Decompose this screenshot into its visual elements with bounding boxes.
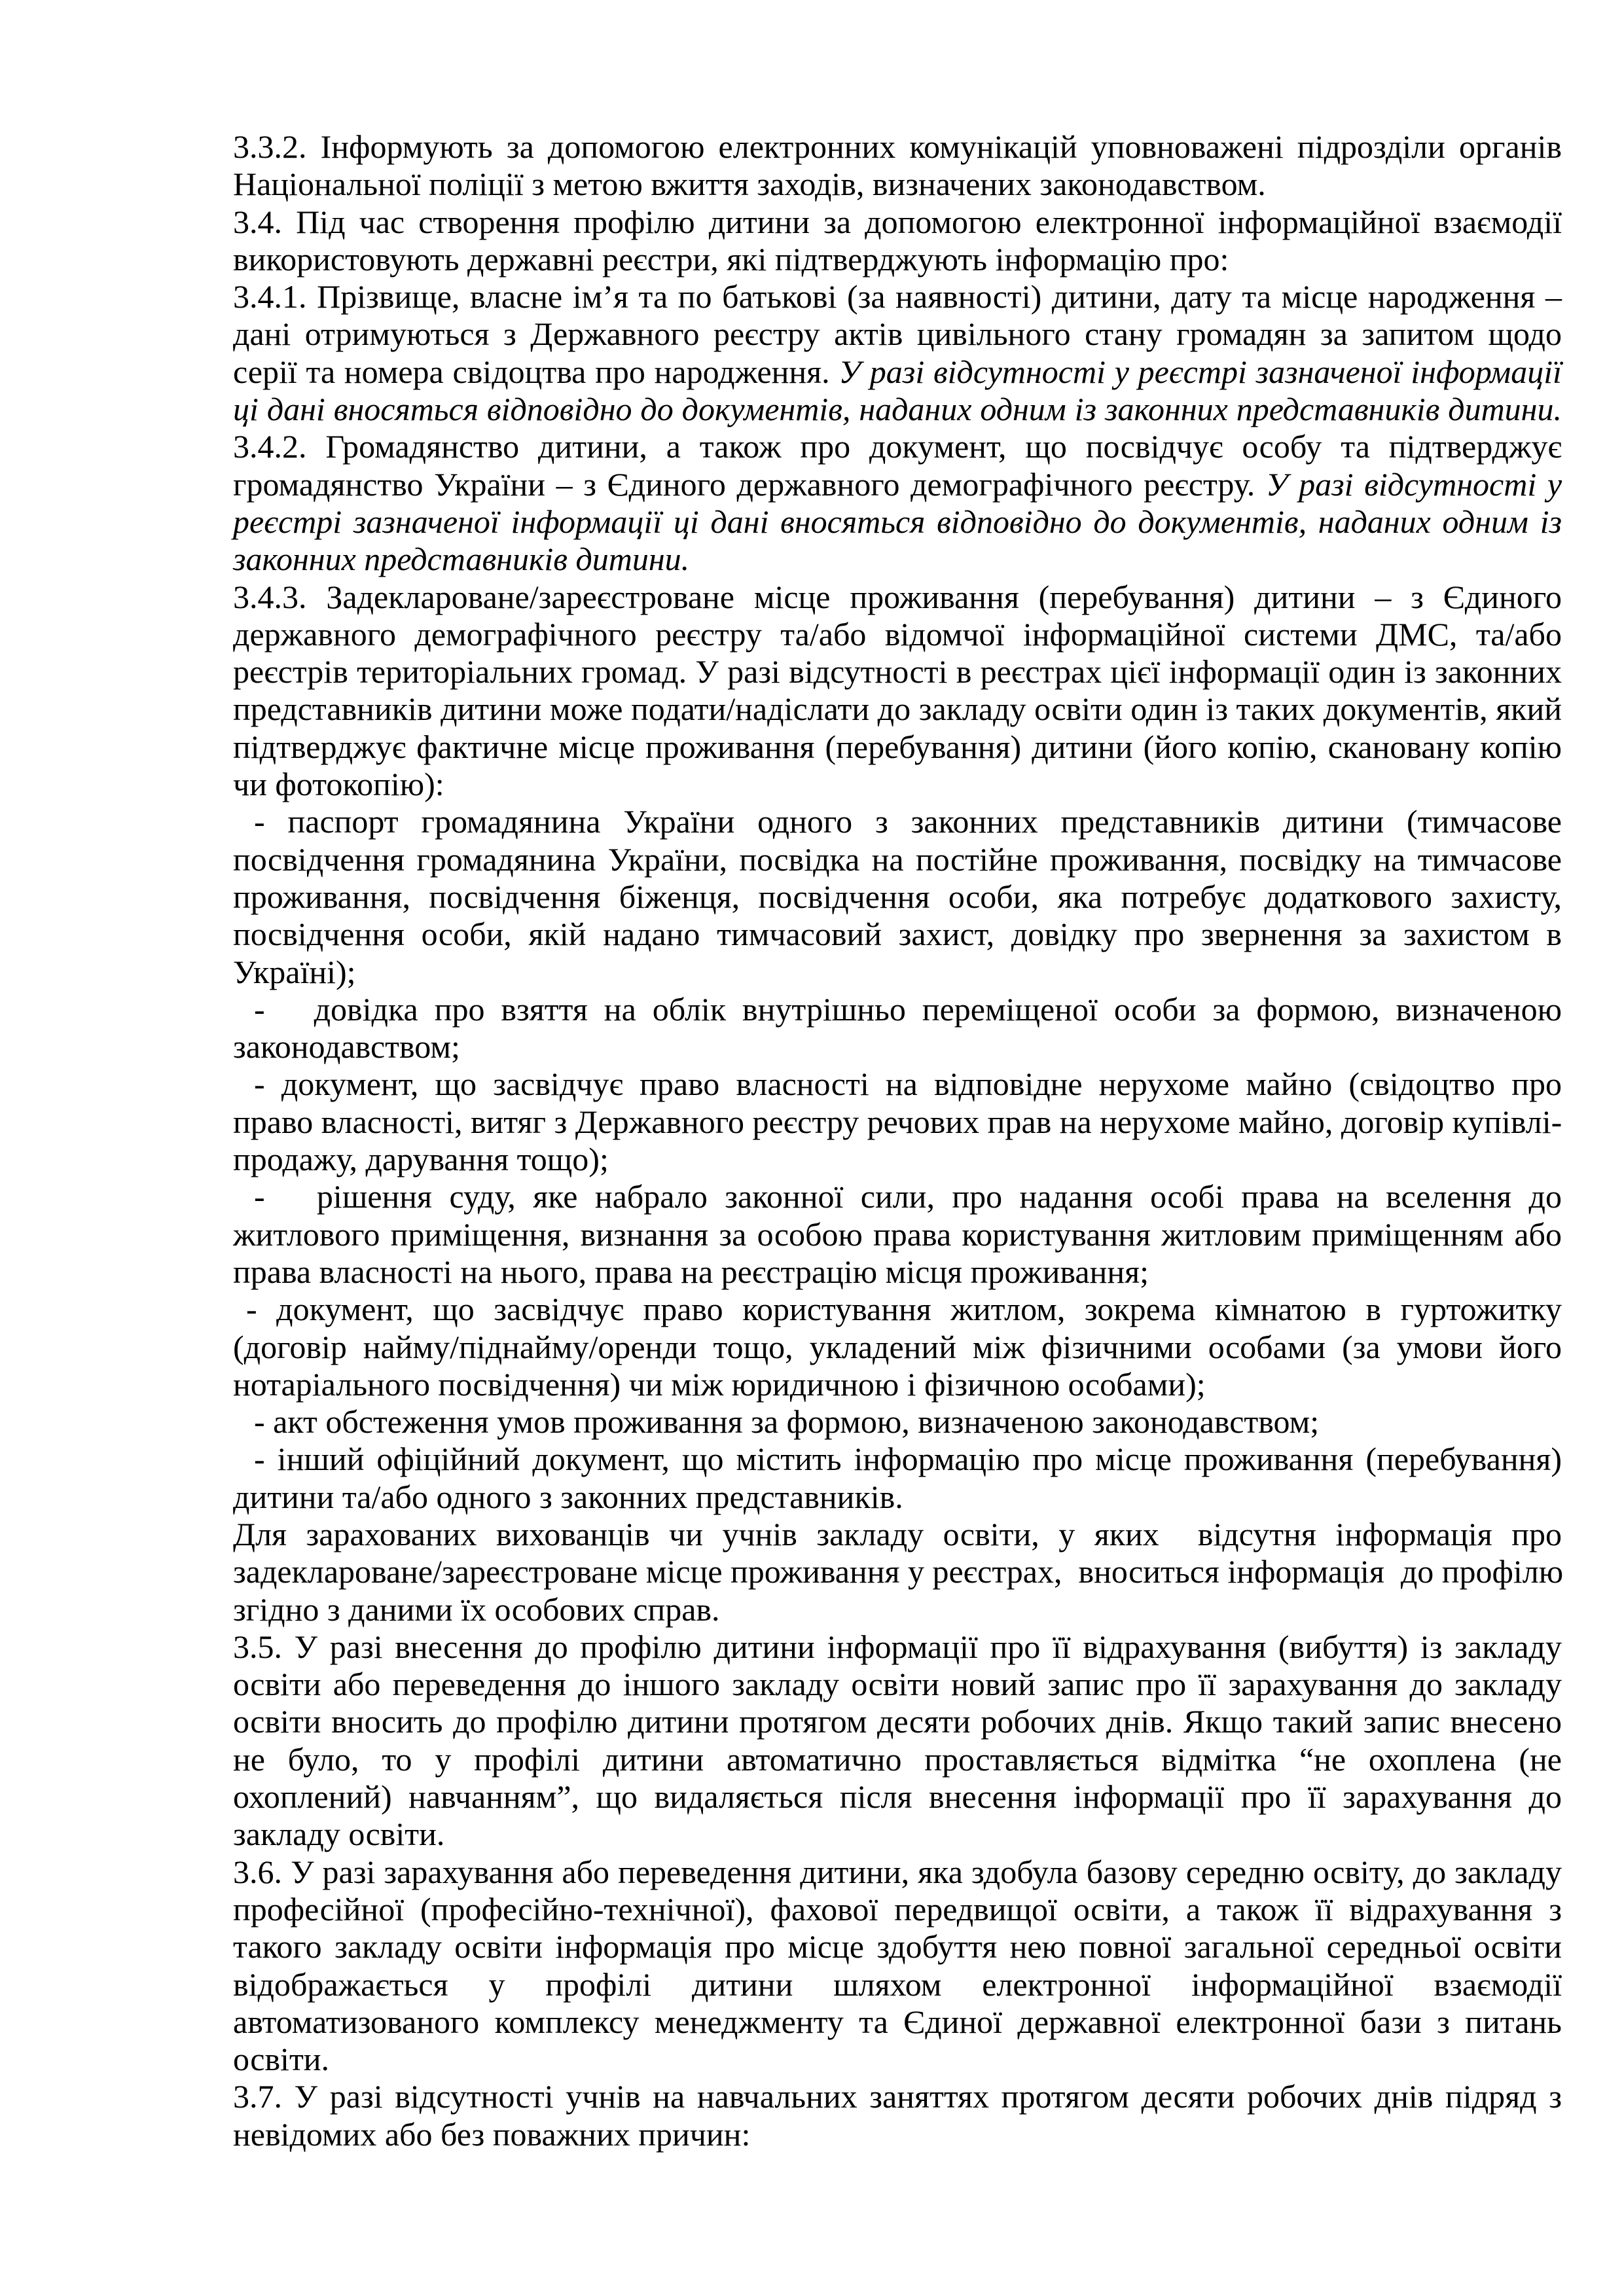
text: продажу, дарування тощо);	[233, 1141, 609, 1178]
paragraph	[233, 579, 1562, 804]
paragraph	[233, 1291, 1562, 1403]
paragraph	[233, 204, 1562, 279]
text: громадянство України – з Єдиного державного демографічного реєстру.	[233, 465, 1255, 503]
text: відображається у профілі дитини шляхом електронної інформаційної взаємодії	[233, 1965, 1562, 2003]
italic-text: У разі відсутності у реєстрі зазначеної інформації	[839, 353, 1562, 390]
paragraph	[233, 128, 1562, 204]
text-line	[233, 1703, 1562, 1740]
text-line	[233, 353, 1562, 391]
text-line	[233, 391, 1562, 428]
text-line	[233, 2003, 1562, 2041]
text-line	[233, 766, 1562, 803]
text-line	[233, 1141, 1562, 1178]
text: Україні);	[233, 953, 356, 990]
paragraph	[233, 1066, 1562, 1178]
text-line	[233, 241, 1562, 278]
text-line	[233, 1666, 1562, 1703]
text-line	[233, 1103, 1562, 1141]
text: - документ, що засвідчує право користування житлом, зокрема кімнатою в гуртожитку	[246, 1291, 1562, 1328]
text: посвідчення особи, якій надано тимчасовий захист, довідку про звернення за захистом в	[233, 916, 1562, 953]
text: дитини та/або одного з законних представників.	[233, 1478, 903, 1515]
text-line	[233, 1403, 1562, 1441]
text-line	[233, 1253, 1562, 1291]
text-line	[233, 1854, 1562, 1891]
text: - документ, що засвідчує право власності на відповідне нерухоме майно (свідоцтво про	[254, 1066, 1562, 1103]
text: Національної поліції з метою вжиття заходів, визначених законодавством.	[233, 166, 1266, 203]
text: чи фотокопію):	[233, 766, 444, 803]
text: серії та номера свідоцтва про народження.	[233, 353, 830, 390]
text-line	[233, 1741, 1562, 1778]
text-line	[233, 803, 1562, 840]
text-line	[233, 166, 1562, 203]
text-line	[233, 204, 1562, 241]
italic-text: ці дані вносяться відповідно до документів, наданих одним із законних представників дитини.	[233, 391, 1562, 428]
text: законодавством;	[233, 1028, 460, 1066]
text: 3.4. Під час створення профілю дитини за допомогою електронної інформаційної взаємодії	[233, 203, 1562, 240]
text: використовують державні реєстри, які підтверджують інформацію про:	[233, 240, 1229, 278]
text: 3.5. У разі внесення до профілю дитини інформації про її відрахування (вибуття) із закладу	[233, 1628, 1562, 1665]
text: 3.6. У разі зарахування або переведення дитини, яка здобула базову середню освіту, до закладу	[233, 1853, 1562, 1890]
text-line	[233, 1891, 1562, 1928]
text: дані отримуються з Державного реєстру актів цивільного стану громадян за запитом щодо	[233, 315, 1562, 353]
text-line	[233, 841, 1562, 878]
paragraph	[233, 1441, 1562, 1516]
paragraph	[233, 991, 1562, 1066]
text-line	[233, 1441, 1562, 1478]
text-line	[233, 1066, 1562, 1103]
text-line	[233, 728, 1562, 766]
text-line	[233, 278, 1562, 315]
text: право власності, витяг з Державного реєстру речових прав на нерухоме майно, договір купівлі-	[233, 1103, 1562, 1140]
text-line	[233, 503, 1562, 541]
text: 3.4.2. Громадянство дитини, а також про документ, що посвідчує особу та підтверджує	[233, 428, 1562, 465]
text: (договір найму/піднайму/оренди тощо, укладений між фізичними особами (за умови його	[233, 1328, 1562, 1365]
text: невідомих або без поважних причин:	[233, 2115, 751, 2153]
paragraph	[233, 2078, 1562, 2153]
paragraph	[233, 1854, 1562, 2079]
text: автоматизованого комплексу менеджменту та Єдиної державної електронної бази з питань	[233, 2003, 1562, 2040]
text: освіти або переведення до іншого закладу освіти новий запис про її зарахування до закладу	[233, 1666, 1562, 1703]
text: 3.4.1. Прізвище, власне ім’я та по батькові (за наявності) дитини, дату та місце народження –	[233, 278, 1562, 315]
paragraph	[233, 1628, 1562, 1854]
paragraph	[233, 803, 1562, 990]
text: - інший офіційний документ, що містить інформацію про місце проживання (перебування)	[254, 1441, 1562, 1478]
italic-text: законних представників дитини.	[233, 541, 690, 578]
text-line	[233, 1028, 1562, 1066]
text: згідно з даними їх особових справ.	[233, 1590, 720, 1628]
text-line	[233, 2041, 1562, 2078]
text-line	[233, 1966, 1562, 2003]
paragraph	[233, 428, 1562, 578]
text: державного демографічного реєстру та/або відомчої інформаційної системи ДМС, та/або	[233, 615, 1562, 653]
text-line	[233, 616, 1562, 653]
text-line	[233, 1178, 1562, 1215]
text: підтверджує фактичне місце проживання (перебування) дитини (його копію, скановану копію	[233, 728, 1562, 765]
text-line	[233, 1216, 1562, 1253]
text: освіти вносить до профілю дитини протягом десяти робочих днів. Якщо такий запис внесено	[233, 1703, 1562, 1740]
text-line	[233, 579, 1562, 616]
italic-text: реєстрі зазначеної інформації ці дані вносяться відповідно до документів, наданих одним із	[233, 503, 1562, 540]
text-line	[233, 541, 1562, 578]
italic-text: У разі відсутності у	[1265, 465, 1562, 503]
text: права власності на нього, права на реєстрацію місця проживання;	[233, 1253, 1149, 1290]
text-line	[233, 315, 1562, 353]
text: - рішення суду, яке набрало законної сили, про надання особі права на вселення до	[254, 1178, 1562, 1215]
text: 3.7. У разі відсутності учнів на навчальних заняттях протягом десяти робочих днів підряд з	[233, 2078, 1562, 2115]
text-line	[233, 1816, 1562, 1853]
text: Для зарахованих вихованців чи учнів закладу освіти, у яких відсутня інформація про	[233, 1515, 1562, 1552]
text-line	[233, 1366, 1562, 1403]
text: проживання, посвідчення біженця, посвідчення особи, яка потребує додаткового захисту,	[233, 878, 1562, 915]
text-line	[233, 2078, 1562, 2115]
paragraph	[233, 1403, 1562, 1441]
text-line	[233, 954, 1562, 991]
text: представників дитини може подати/надіслати до закладу освіти один із таких документів, який	[233, 691, 1562, 728]
text-line	[233, 128, 1562, 166]
text-line	[233, 1628, 1562, 1666]
text-line	[233, 1329, 1562, 1366]
text: 3.4.3. Задекларoване/зареєстроване місце проживання (перебування) дитини – з Єдиного	[233, 578, 1562, 615]
text: такого закладу освіти інформація про місце здобуття нею повної загальної середньої освіти	[233, 1928, 1562, 1965]
paragraph	[233, 1178, 1562, 1291]
text-line	[233, 1553, 1562, 1590]
text: задекларoване/зареєстроване місце проживання у реєстрах, вноситься інформація до профілю	[233, 1553, 1564, 1590]
text: закладу освіти.	[233, 1816, 445, 1853]
text: нотаріального посвідчення) чи між юридичною і фізичною особами);	[233, 1365, 1206, 1403]
text: охоплений) навчанням”, що видаляється після внесення інформації про її зарахування до	[233, 1778, 1562, 1816]
text: не було, то у профілі дитини автоматично проставляється відмітка “не охоплена (не	[233, 1740, 1562, 1778]
document-page	[233, 128, 1562, 2153]
text-line	[233, 1516, 1562, 1553]
text-line	[233, 1479, 1562, 1516]
text: житлового приміщення, визнання за особою права користування житловим приміщенням або	[233, 1215, 1562, 1253]
text-line	[233, 653, 1562, 691]
text-line	[233, 2116, 1562, 2153]
text: освіти.	[233, 2041, 330, 2078]
text: - довідка про взяття на облік внутрішньо переміщеної особи за формою, визначеною	[254, 990, 1562, 1028]
paragraph	[233, 278, 1562, 428]
text-line	[233, 1778, 1562, 1816]
text-line	[233, 991, 1562, 1028]
text-line	[233, 916, 1562, 953]
text: 3.3.2. Інформують за допомогою електронних комунікацій уповноважені підрозділи органів	[233, 128, 1562, 165]
paragraph	[233, 1516, 1562, 1628]
text-line	[233, 878, 1562, 916]
text-line	[233, 466, 1562, 503]
text-line	[233, 691, 1562, 728]
text: професійної (професійно-технічної), фахової передвищої освіти, а також її відрахування з	[233, 1890, 1562, 1928]
text: реєстрів територіальних громад. У разі відсутності в реєстрах цієї інформації один із законних	[233, 653, 1562, 691]
text-line	[233, 1291, 1562, 1328]
text-line	[233, 1928, 1562, 1965]
text: - акт обстеження умов проживання за формою, визначеною законодавством;	[254, 1403, 1320, 1441]
text-line	[233, 1591, 1562, 1628]
text: посвідчення громадянина України, посвідка на постійне проживання, посвідку на тимчасове	[233, 840, 1562, 878]
text-line	[233, 428, 1562, 465]
text: - паспорт громадянина України одного з законних представників дитини (тимчасове	[254, 803, 1562, 840]
